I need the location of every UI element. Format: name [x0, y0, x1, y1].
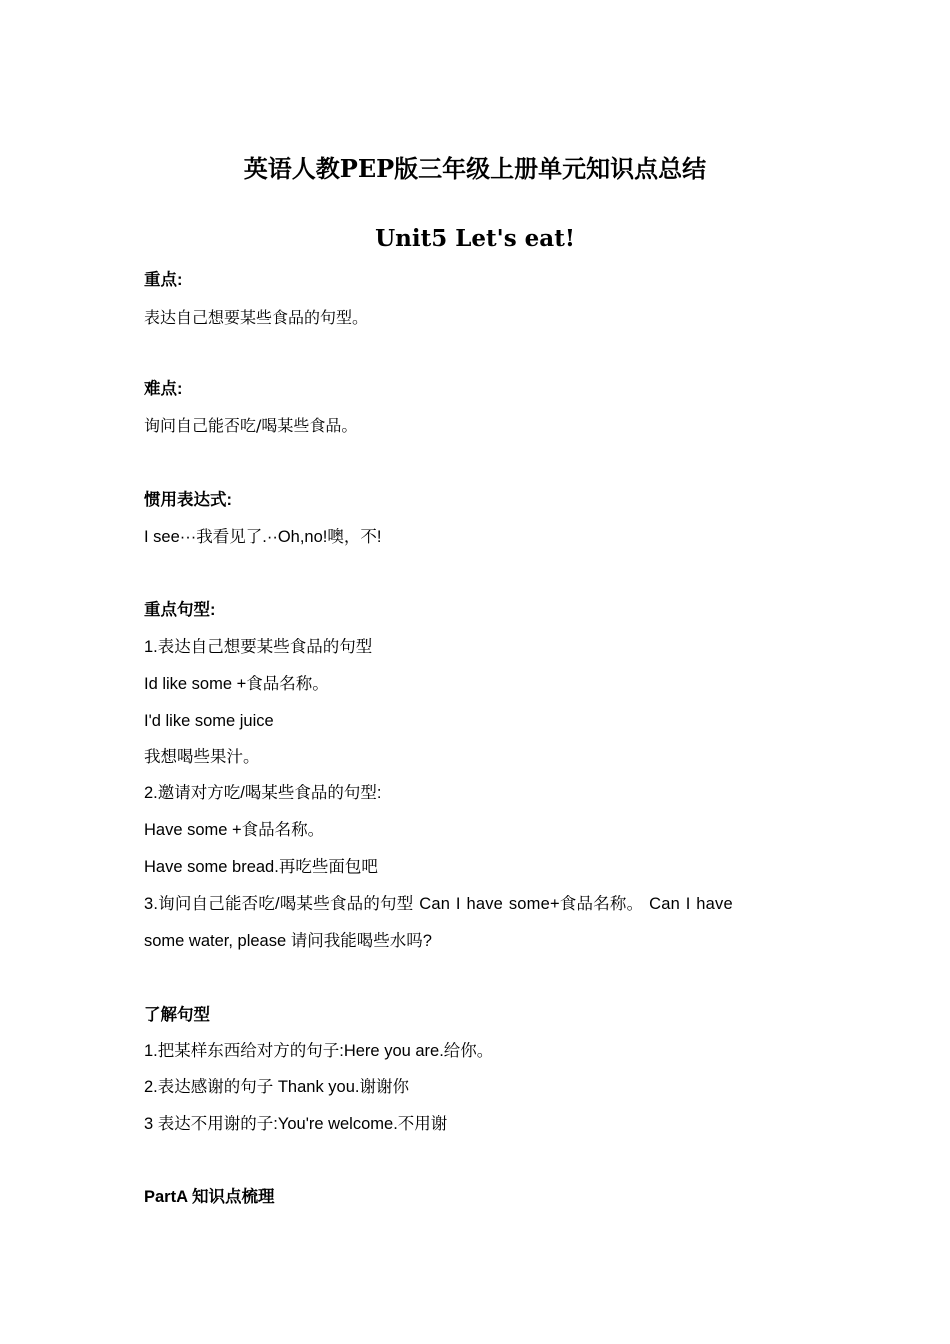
difficult-points-text: 询问自己能否吃/喝某些食品。	[144, 416, 358, 435]
pattern-line: Have some bread.再吃些面包吧	[144, 858, 378, 876]
key-points-text: 表达自己想要某些食品的句型。	[144, 308, 369, 327]
pattern-line: Id like some +食品名称。	[144, 675, 329, 693]
pattern-line: 1.表达自己想要某些食品的句型	[144, 638, 373, 656]
pattern-line: 我想喝些果汁。	[144, 748, 260, 766]
idioms-text: I see···我看见了.··Oh,no!噢，不!	[144, 528, 382, 546]
document-title: 英语人教PEP版三年级上册单元知识点总结	[243, 154, 707, 183]
unit-title: Unit5 Let's eat!	[375, 225, 575, 252]
understand-line: 1.把某样东西给对方的句子:Here you are.给你。	[144, 1042, 494, 1060]
pattern-line: some water, please 请问我能喝些水吗?	[144, 932, 432, 950]
idioms-heading: 惯用表达式:	[144, 491, 232, 509]
understand-line: 3 表达不用谢的子:You're welcome.不用谢	[144, 1115, 448, 1133]
key-points-heading: 重点:	[144, 271, 183, 289]
understand-patterns-heading: 了解句型	[144, 1006, 210, 1024]
pattern-line: I'd like some juice	[144, 712, 274, 730]
pattern-line: Have some +食品名称。	[144, 821, 325, 839]
pattern-line: 2.邀请对方吃/喝某些食品的句型:	[144, 784, 382, 802]
key-patterns-heading: 重点句型:	[144, 601, 216, 619]
pattern-line: 3.询问自己能否吃/喝某些食品的句型 Can I have some+食品名称。 Can I have	[144, 895, 733, 913]
difficult-points-heading: 难点:	[144, 380, 183, 398]
parta-heading: PartA 知识点梳理	[144, 1188, 275, 1206]
understand-line: 2.表达感谢的句子 Thank you.谢谢你	[144, 1078, 409, 1096]
